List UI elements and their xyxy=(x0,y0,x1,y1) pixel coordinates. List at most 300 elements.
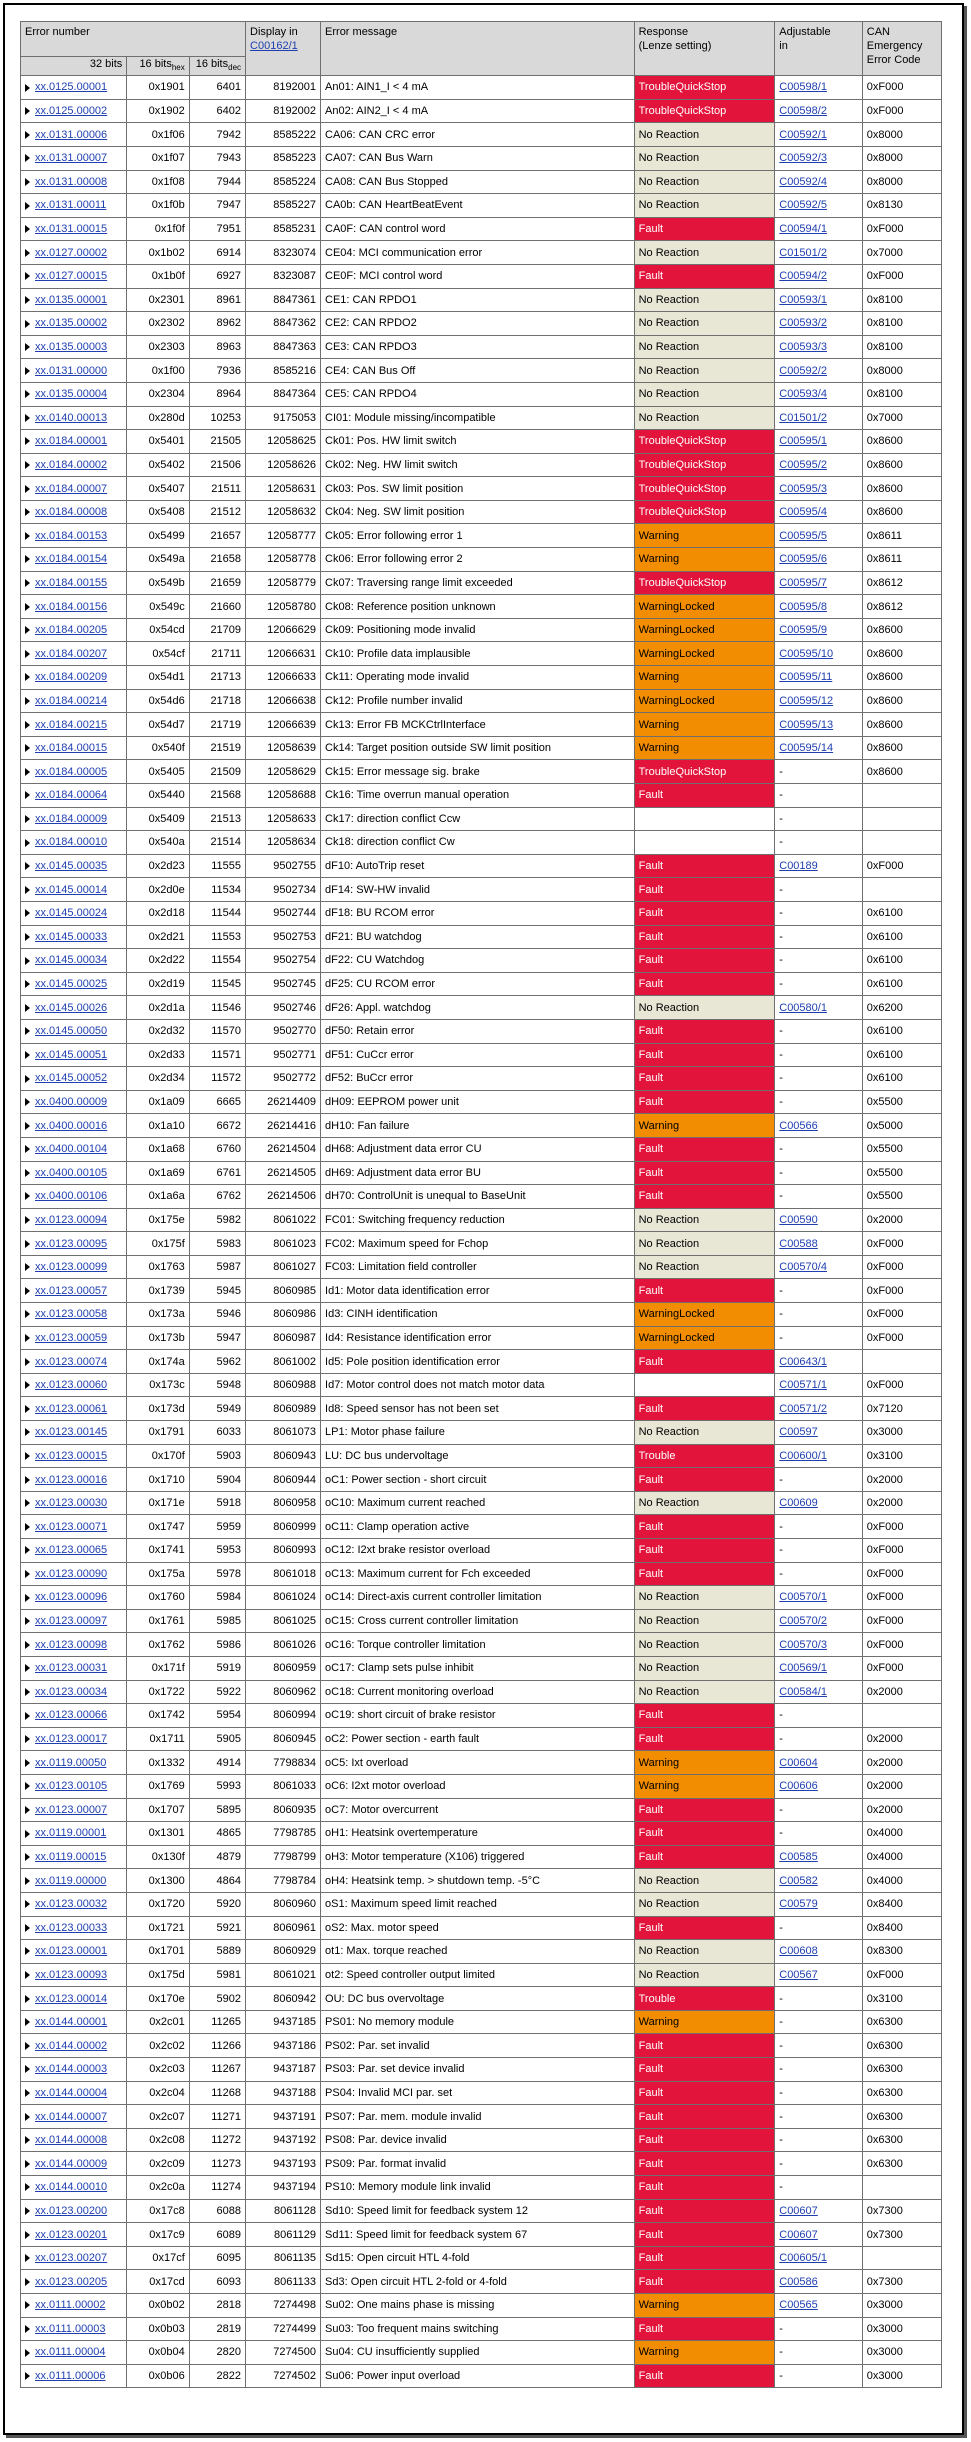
adjustable-link[interactable]: C00592/4 xyxy=(779,175,827,188)
adjustable-value: - xyxy=(779,812,783,825)
error-number-link[interactable]: xx.0119.00000 xyxy=(35,1874,107,1887)
expand-arrow-icon[interactable] xyxy=(25,1145,30,1153)
hex-value: 0x5401 xyxy=(148,435,185,448)
expand-arrow-icon[interactable] xyxy=(25,320,30,328)
expand-arrow-icon[interactable] xyxy=(25,2042,30,2050)
error-number-link[interactable]: xx.0123.00096 xyxy=(35,1591,108,1604)
expand-arrow-icon[interactable] xyxy=(25,296,30,304)
error-number-link[interactable]: xx.0144.00001 xyxy=(35,2016,108,2029)
adjustable-link[interactable]: C00595/12 xyxy=(779,694,834,707)
adjustable-link[interactable]: C00594/1 xyxy=(779,223,827,236)
error-number-link[interactable]: xx.0123.00074 xyxy=(35,1355,108,1368)
expand-arrow-icon[interactable] xyxy=(25,84,30,92)
expand-arrow-icon[interactable] xyxy=(25,2065,30,2073)
error-number-link[interactable]: xx.0123.00007 xyxy=(35,1803,108,1816)
adjustable-link[interactable]: C00592/2 xyxy=(779,364,827,377)
adjustable-link[interactable]: C00588 xyxy=(779,1237,818,1250)
error-number-link[interactable]: xx.0111.00003 xyxy=(35,2322,106,2335)
can-code: 0xF000 xyxy=(866,860,904,873)
expand-arrow-icon[interactable] xyxy=(25,1240,30,1248)
expand-arrow-icon[interactable] xyxy=(25,1405,30,1413)
expand-arrow-icon[interactable] xyxy=(25,178,30,186)
error-number-link[interactable]: xx.0144.00007 xyxy=(35,2110,108,2123)
display-value: 12066633 xyxy=(267,671,317,684)
error-number-link[interactable]: xx.0123.00145 xyxy=(35,1426,108,1439)
error-number-link[interactable]: xx.0135.00003 xyxy=(35,341,108,354)
error-number-link[interactable]: xx.0184.00155 xyxy=(35,576,108,589)
error-message-cell xyxy=(321,1373,635,1397)
error-number-link[interactable]: xx.0184.00010 xyxy=(35,836,108,849)
adjustable-link[interactable]: C00582 xyxy=(779,1874,818,1887)
display-value: 12058777 xyxy=(267,529,317,542)
error-number-cell xyxy=(21,618,127,642)
error-number-link[interactable]: xx.0127.00015 xyxy=(35,270,108,283)
expand-arrow-icon[interactable] xyxy=(25,603,30,611)
expand-arrow-icon[interactable] xyxy=(25,1546,30,1554)
expand-arrow-icon[interactable] xyxy=(25,1641,30,1649)
expand-arrow-icon[interactable] xyxy=(25,2183,30,2191)
expand-arrow-icon[interactable] xyxy=(25,367,30,375)
expand-arrow-icon[interactable] xyxy=(25,1759,30,1767)
dec-value: 6089 xyxy=(216,2228,242,2241)
adjustable-link[interactable]: C00604 xyxy=(779,1756,818,1769)
expand-arrow-icon[interactable] xyxy=(25,2278,30,2286)
expand-arrow-icon[interactable] xyxy=(25,1428,30,1436)
error-number-link[interactable]: xx.0184.00153 xyxy=(35,529,108,542)
expand-arrow-icon[interactable] xyxy=(25,343,30,351)
expand-arrow-icon[interactable] xyxy=(25,1900,30,1908)
expand-arrow-icon[interactable] xyxy=(25,1924,30,1932)
expand-arrow-icon[interactable] xyxy=(25,721,30,729)
adjustable-link[interactable]: C00598/2 xyxy=(779,105,827,118)
error-number-link[interactable]: xx.0184.00154 xyxy=(35,553,108,566)
expand-arrow-icon[interactable] xyxy=(25,2254,30,2262)
error-number-link[interactable]: xx.0184.00009 xyxy=(35,812,108,825)
error-number-link[interactable]: xx.0123.00200 xyxy=(35,2204,108,2217)
adjustable-link[interactable]: C00569/1 xyxy=(779,1662,827,1675)
error-number-link[interactable]: xx.0123.00001 xyxy=(35,1945,108,1958)
adjustable-link[interactable]: C00565 xyxy=(779,2299,818,2312)
expand-arrow-icon[interactable] xyxy=(25,626,30,634)
error-number-link[interactable]: xx.0135.00001 xyxy=(35,293,108,306)
adjustable-link[interactable]: C00571/2 xyxy=(779,1402,827,1415)
expand-arrow-icon[interactable] xyxy=(25,1688,30,1696)
table-row xyxy=(21,1161,942,1185)
error-number-link[interactable]: xx.0123.00033 xyxy=(35,1921,108,1934)
error-number-link[interactable]: xx.0125.00002 xyxy=(35,105,108,118)
expand-arrow-icon[interactable] xyxy=(25,1051,30,1059)
adjustable-link[interactable]: C00608 xyxy=(779,1945,818,1958)
expand-arrow-icon[interactable] xyxy=(25,1358,30,1366)
adjustable-link[interactable]: C00605/1 xyxy=(779,2252,827,2265)
error-number-link[interactable]: xx.0111.00006 xyxy=(35,2370,106,2383)
error-number-link[interactable]: xx.0123.00034 xyxy=(35,1685,108,1698)
adjustable-link[interactable]: C00592/1 xyxy=(779,128,827,141)
adjustable-link[interactable]: C00570/3 xyxy=(779,1638,827,1651)
error-number-link[interactable]: xx.0184.00008 xyxy=(35,506,108,519)
error-number-link[interactable]: xx.0123.00071 xyxy=(35,1520,108,1533)
error-number-link[interactable]: xx.0123.00058 xyxy=(35,1308,108,1321)
error-number-link[interactable]: xx.0135.00004 xyxy=(35,388,108,401)
adjustable-link[interactable]: C00584/1 xyxy=(779,1685,827,1698)
adjustable-link[interactable]: C00570/4 xyxy=(779,1261,827,1274)
response-cell xyxy=(634,406,775,430)
error-number-link[interactable]: xx.0184.00002 xyxy=(35,458,108,471)
adjustable-link[interactable]: C00595/10 xyxy=(779,647,834,660)
error-number-link[interactable]: xx.0144.00010 xyxy=(35,2181,108,2194)
expand-arrow-icon[interactable] xyxy=(25,1452,30,1460)
error-number-link[interactable]: xx.0184.00007 xyxy=(35,482,108,495)
error-number-link[interactable]: xx.0145.00034 xyxy=(35,954,108,967)
error-number-link[interactable]: xx.0123.00093 xyxy=(35,1968,108,1981)
expand-arrow-icon[interactable] xyxy=(25,131,30,139)
expand-arrow-icon[interactable] xyxy=(25,886,30,894)
error-number-link[interactable]: xx.0123.00061 xyxy=(35,1402,108,1415)
expand-arrow-icon[interactable] xyxy=(25,2325,30,2333)
expand-arrow-icon[interactable] xyxy=(25,1310,30,1318)
error-number-link[interactable]: xx.0123.00205 xyxy=(35,2275,108,2288)
error-number-link[interactable]: xx.0184.00207 xyxy=(35,647,108,660)
adjustable-link[interactable]: C00595/7 xyxy=(779,576,827,589)
expand-arrow-icon[interactable] xyxy=(25,839,30,847)
adjustable-link[interactable]: C00595/1 xyxy=(779,435,827,448)
error-number-link[interactable]: xx.0123.00060 xyxy=(35,1379,108,1392)
adjustable-link[interactable]: C00607 xyxy=(779,2228,818,2241)
expand-arrow-icon[interactable] xyxy=(25,555,30,563)
error-number-link[interactable]: xx.0145.00033 xyxy=(35,930,108,943)
expand-arrow-icon[interactable] xyxy=(25,1947,30,1955)
hex-cell xyxy=(127,359,190,383)
error-number-link[interactable]: xx.0125.00001 xyxy=(35,81,108,94)
expand-arrow-icon[interactable] xyxy=(25,933,30,941)
adjustable-link[interactable]: C00595/3 xyxy=(779,482,827,495)
expand-arrow-icon[interactable] xyxy=(25,532,30,540)
expand-arrow-icon[interactable] xyxy=(25,791,30,799)
expand-arrow-icon[interactable] xyxy=(25,815,30,823)
error-number-link[interactable]: xx.0131.00008 xyxy=(35,175,108,188)
expand-arrow-icon[interactable] xyxy=(25,2089,30,2097)
error-number-link[interactable]: xx.0400.00009 xyxy=(35,1096,108,1109)
response-badge: No Reaction xyxy=(638,411,700,424)
error-number-link[interactable]: xx.0145.00050 xyxy=(35,1025,108,1038)
expand-arrow-icon[interactable] xyxy=(25,2231,30,2239)
adjustable-link[interactable]: C00570/1 xyxy=(779,1591,827,1604)
error-number-link[interactable]: xx.0123.00099 xyxy=(35,1261,108,1274)
expand-arrow-icon[interactable] xyxy=(25,1027,30,1035)
adjustable-link[interactable]: C00593/2 xyxy=(779,317,827,330)
error-number-link[interactable]: xx.0123.00201 xyxy=(35,2228,108,2241)
error-number-link[interactable]: xx.0184.00001 xyxy=(35,435,108,448)
expand-arrow-icon[interactable] xyxy=(25,579,30,587)
error-number-link[interactable]: xx.0144.00002 xyxy=(35,2039,108,2052)
expand-arrow-icon[interactable] xyxy=(25,1216,30,1224)
expand-arrow-icon[interactable] xyxy=(25,768,30,776)
expand-arrow-icon[interactable] xyxy=(25,1830,30,1838)
adjustable-link[interactable]: C00607 xyxy=(779,2204,818,2217)
response-badge: No Reaction xyxy=(638,341,700,354)
expand-arrow-icon[interactable] xyxy=(25,1995,30,2003)
error-number-link[interactable]: xx.0123.00095 xyxy=(35,1237,108,1250)
expand-arrow-icon[interactable] xyxy=(25,957,30,965)
error-number-link[interactable]: xx.0123.00032 xyxy=(35,1898,108,1911)
error-number-link[interactable]: xx.0111.00004 xyxy=(35,2346,106,2359)
response-cell xyxy=(634,264,775,288)
adjustable-cell xyxy=(775,2058,863,2082)
expand-arrow-icon[interactable] xyxy=(25,1004,30,1012)
error-number-link[interactable]: xx.0145.00035 xyxy=(35,860,108,873)
dec-cell xyxy=(189,2128,245,2152)
dec-value: 11266 xyxy=(211,2039,242,2052)
adjustable-link[interactable]: C00595/6 xyxy=(779,553,827,566)
error-number-link[interactable]: xx.0400.00016 xyxy=(35,1119,108,1132)
expand-arrow-icon[interactable] xyxy=(25,1971,30,1979)
adjustable-link[interactable]: C00593/4 xyxy=(779,388,827,401)
expand-arrow-icon[interactable] xyxy=(25,1334,30,1342)
error-number-link[interactable]: xx.0123.00017 xyxy=(35,1733,108,1746)
dec-cell xyxy=(189,1562,245,1586)
error-number-link[interactable]: xx.0123.00094 xyxy=(35,1213,108,1226)
expand-arrow-icon[interactable] xyxy=(25,1169,30,1177)
error-number-link[interactable]: xx.0184.00156 xyxy=(35,600,108,613)
expand-arrow-icon[interactable] xyxy=(25,673,30,681)
expand-arrow-icon[interactable] xyxy=(25,909,30,917)
expand-arrow-icon[interactable] xyxy=(25,107,30,115)
expand-arrow-icon[interactable] xyxy=(25,1853,30,1861)
expand-arrow-icon[interactable] xyxy=(25,2160,30,2168)
adjustable-link[interactable]: C00570/2 xyxy=(779,1615,827,1628)
expand-arrow-icon[interactable] xyxy=(25,1523,30,1531)
expand-arrow-icon[interactable] xyxy=(25,1735,30,1743)
expand-arrow-icon[interactable] xyxy=(25,390,30,398)
error-message: CE1: CAN RPDO1 xyxy=(325,293,417,306)
adjustable-link[interactable]: C00580/1 xyxy=(779,1001,827,1014)
response-badge: Fault xyxy=(638,1921,664,1934)
hex-cell xyxy=(127,925,190,949)
dec-cell xyxy=(189,996,245,1020)
error-message: Sd3: Open circuit HTL 2-fold or 4-fold xyxy=(325,2275,507,2288)
error-number-link[interactable]: xx.0123.00097 xyxy=(35,1615,108,1628)
adjustable-link[interactable]: C00567 xyxy=(779,1968,818,1981)
adjustable-link[interactable]: C00600/1 xyxy=(779,1449,827,1462)
error-number-link[interactable]: xx.0131.00006 xyxy=(35,128,108,141)
adjustable-link[interactable]: C00643/1 xyxy=(779,1355,827,1368)
error-number-link[interactable]: xx.0123.00059 xyxy=(35,1331,108,1344)
adjustable-link[interactable]: C00595/13 xyxy=(779,718,834,731)
expand-arrow-icon[interactable] xyxy=(25,2207,30,2215)
error-number-link[interactable]: xx.0111.00002 xyxy=(35,2299,106,2312)
error-number-link[interactable]: xx.0123.00105 xyxy=(35,1780,108,1793)
adjustable-link[interactable]: C00595/5 xyxy=(779,529,827,542)
error-number-link[interactable]: xx.0144.00004 xyxy=(35,2086,108,2099)
response-cell xyxy=(634,760,775,784)
expand-arrow-icon[interactable] xyxy=(25,980,30,988)
expand-arrow-icon[interactable] xyxy=(25,1263,30,1271)
error-number-link[interactable]: xx.0123.00014 xyxy=(35,1992,108,2005)
expand-arrow-icon[interactable] xyxy=(25,2113,30,2121)
adjustable-link[interactable]: C00597 xyxy=(779,1426,818,1439)
error-number-link[interactable]: xx.0400.00104 xyxy=(35,1143,108,1156)
adjustable-cell xyxy=(775,382,863,406)
expand-arrow-icon[interactable] xyxy=(25,697,30,705)
adjustable-link[interactable]: C00590 xyxy=(779,1213,818,1226)
error-number-link[interactable]: xx.0123.00015 xyxy=(35,1449,108,1462)
adjustable-link[interactable]: C00571/1 xyxy=(779,1379,827,1392)
expand-arrow-icon[interactable] xyxy=(25,1877,30,1885)
dec-value: 5920 xyxy=(216,1898,242,1911)
error-number-link[interactable]: xx.0140.00013 xyxy=(35,411,108,424)
error-number-link[interactable]: xx.0145.00051 xyxy=(35,1048,108,1061)
error-number-link[interactable]: xx.0119.00015 xyxy=(35,1851,107,1864)
error-message: dF22: CU Watchdog xyxy=(325,954,425,967)
display-cell xyxy=(246,1137,321,1161)
adjustable-cell xyxy=(775,1940,863,1964)
error-number-link[interactable]: xx.0123.00065 xyxy=(35,1544,108,1557)
expand-arrow-icon[interactable] xyxy=(25,744,30,752)
expand-arrow-icon[interactable] xyxy=(25,2136,30,2144)
error-message: Ck13: Error FB MCKCtrlInterface xyxy=(325,718,486,731)
response-badge: No Reaction xyxy=(638,1638,700,1651)
error-number-link[interactable]: xx.0184.00215 xyxy=(35,718,108,731)
expand-arrow-icon[interactable] xyxy=(25,2018,30,2026)
response-badge: No Reaction xyxy=(638,317,700,330)
expand-arrow-icon[interactable] xyxy=(25,272,30,280)
expand-arrow-icon[interactable] xyxy=(25,1476,30,1484)
expand-arrow-icon[interactable] xyxy=(25,1098,30,1106)
display-cell xyxy=(246,382,321,406)
dec-value: 7947 xyxy=(216,199,242,212)
error-number-link[interactable]: xx.0123.00030 xyxy=(35,1497,108,1510)
expand-arrow-icon[interactable] xyxy=(25,1570,30,1578)
adjustable-link[interactable]: C00593/1 xyxy=(779,293,827,306)
error-number-link[interactable]: xx.0123.00098 xyxy=(35,1638,108,1651)
expand-arrow-icon[interactable] xyxy=(25,1617,30,1625)
expand-arrow-icon[interactable] xyxy=(25,1594,30,1602)
adjustable-link[interactable]: C00595/2 xyxy=(779,458,827,471)
adjustable-link[interactable]: C00595/4 xyxy=(779,506,827,519)
error-number-link[interactable]: xx.0145.00024 xyxy=(35,907,108,920)
error-number-link[interactable]: xx.0144.00009 xyxy=(35,2157,108,2170)
error-number-link[interactable]: xx.0184.00209 xyxy=(35,671,108,684)
error-number-link[interactable]: xx.0145.00014 xyxy=(35,883,108,896)
adjustable-link[interactable]: C00592/5 xyxy=(779,199,827,212)
adjustable-link[interactable]: C00592/3 xyxy=(779,152,827,165)
error-number-link[interactable]: xx.0145.00052 xyxy=(35,1072,108,1085)
expand-arrow-icon[interactable] xyxy=(25,1075,30,1083)
error-message: Su03: Too frequent mains switching xyxy=(325,2322,499,2335)
adjustable-link[interactable]: C00595/9 xyxy=(779,624,827,637)
error-number-link[interactable]: xx.0127.00002 xyxy=(35,246,108,259)
expand-arrow-icon[interactable] xyxy=(25,461,30,469)
error-message: Ck05: Error following error 1 xyxy=(325,529,463,542)
adjustable-link[interactable]: C00595/8 xyxy=(779,600,827,613)
expand-arrow-icon[interactable] xyxy=(25,1712,30,1720)
error-number-link[interactable]: xx.0123.00031 xyxy=(35,1662,108,1675)
adjustable-link[interactable]: C00566 xyxy=(779,1119,818,1132)
expand-arrow-icon[interactable] xyxy=(25,202,30,210)
expand-arrow-icon[interactable] xyxy=(25,249,30,257)
expand-arrow-icon[interactable] xyxy=(25,1664,30,1672)
error-number-link[interactable]: xx.0123.00090 xyxy=(35,1567,108,1580)
adjustable-link[interactable]: C00586 xyxy=(779,2275,818,2288)
adjustable-link[interactable]: C01501/2 xyxy=(779,411,827,424)
expand-arrow-icon[interactable] xyxy=(25,1806,30,1814)
adjustable-link[interactable]: C00598/1 xyxy=(779,81,827,94)
expand-arrow-icon[interactable] xyxy=(25,414,30,422)
expand-arrow-icon[interactable] xyxy=(25,1499,30,1507)
error-number-link[interactable]: xx.0184.00005 xyxy=(35,765,108,778)
adjustable-link[interactable]: C00593/3 xyxy=(779,341,827,354)
error-number-link[interactable]: xx.0144.00008 xyxy=(35,2134,108,2147)
error-number-link[interactable]: xx.0131.00000 xyxy=(35,364,108,377)
error-number-link[interactable]: xx.0400.00105 xyxy=(35,1166,108,1179)
error-number-link[interactable]: xx.0123.00066 xyxy=(35,1709,108,1722)
error-number-link[interactable]: xx.0145.00026 xyxy=(35,1001,108,1014)
response-cell xyxy=(634,1114,775,1138)
error-number-link[interactable]: xx.0145.00025 xyxy=(35,978,108,991)
display-value: 8061023 xyxy=(273,1237,317,1250)
expand-arrow-icon[interactable] xyxy=(25,2349,30,2357)
adjustable-link[interactable]: C00606 xyxy=(779,1780,818,1793)
error-number-link[interactable]: xx.0184.00064 xyxy=(35,789,108,802)
error-number-link[interactable]: xx.0131.00011 xyxy=(35,199,107,212)
adjustable-link[interactable]: C00594/2 xyxy=(779,270,827,283)
dec-cell xyxy=(189,194,245,218)
display-in-link[interactable]: C00162/1 xyxy=(250,40,298,52)
expand-arrow-icon[interactable] xyxy=(25,485,30,493)
error-number-link[interactable]: xx.0123.00057 xyxy=(35,1284,108,1297)
expand-arrow-icon[interactable] xyxy=(25,1192,30,1200)
adjustable-link[interactable]: C00609 xyxy=(779,1497,818,1510)
expand-arrow-icon[interactable] xyxy=(25,650,30,658)
response-cell xyxy=(634,2058,775,2082)
expand-arrow-icon[interactable] xyxy=(25,1381,30,1389)
expand-arrow-icon[interactable] xyxy=(25,862,30,870)
error-number-link[interactable]: xx.0119.00001 xyxy=(35,1827,107,1840)
expand-arrow-icon[interactable] xyxy=(25,508,30,516)
expand-arrow-icon[interactable] xyxy=(25,437,30,445)
error-number-link[interactable]: xx.0184.00205 xyxy=(35,624,108,637)
adjustable-link[interactable]: C00595/14 xyxy=(779,742,834,755)
adjustable-link[interactable]: C00585 xyxy=(779,1851,818,1864)
adjustable-link[interactable]: C00579 xyxy=(779,1898,818,1911)
table-row xyxy=(21,335,942,359)
error-number-link[interactable]: xx.0144.00003 xyxy=(35,2063,108,2076)
adjustable-link[interactable]: C00189 xyxy=(779,860,818,873)
error-number-link[interactable]: xx.0400.00106 xyxy=(35,1190,108,1203)
adjustable-link[interactable]: C00595/11 xyxy=(779,671,833,684)
expand-arrow-icon[interactable] xyxy=(25,1287,30,1295)
error-number-link[interactable]: xx.0123.00207 xyxy=(35,2252,108,2265)
expand-arrow-icon[interactable] xyxy=(25,2301,30,2309)
response-badge: Warning xyxy=(638,2346,680,2359)
expand-arrow-icon[interactable] xyxy=(25,225,30,233)
adjustable-link[interactable]: C01501/2 xyxy=(779,246,827,259)
error-number-link[interactable]: xx.0184.00214 xyxy=(35,694,108,707)
expand-arrow-icon[interactable] xyxy=(25,1782,30,1790)
error-number-link[interactable]: xx.0184.00015 xyxy=(35,742,108,755)
error-number-link[interactable]: xx.0123.00016 xyxy=(35,1473,108,1486)
expand-arrow-icon[interactable] xyxy=(25,1122,30,1130)
display-value: 8060989 xyxy=(273,1402,317,1415)
expand-arrow-icon[interactable] xyxy=(25,154,30,162)
response-badge: Fault xyxy=(638,2181,664,2194)
error-number-link[interactable]: xx.0131.00007 xyxy=(35,152,108,165)
error-number-link[interactable]: xx.0119.00050 xyxy=(35,1756,107,1769)
dec-value: 21505 xyxy=(210,435,242,448)
error-number-link[interactable]: xx.0131.00015 xyxy=(35,223,108,236)
expand-arrow-icon[interactable] xyxy=(25,2372,30,2380)
error-number-link[interactable]: xx.0135.00002 xyxy=(35,317,108,330)
